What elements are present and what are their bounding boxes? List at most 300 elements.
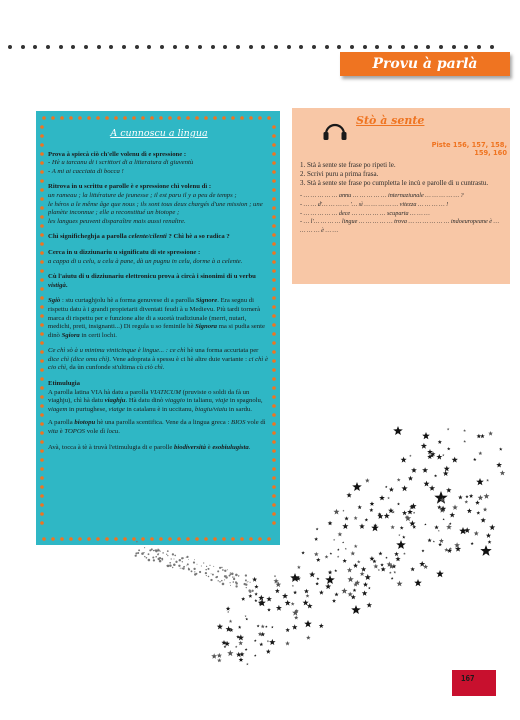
star-icon — [389, 571, 392, 574]
star-icon — [436, 570, 444, 577]
star-icon — [269, 639, 276, 645]
sparkle-dot — [233, 581, 235, 583]
sparkle-dot — [157, 553, 159, 555]
sparkle-dot — [201, 565, 202, 566]
star-icon — [422, 549, 425, 552]
sparkle-dot — [151, 548, 153, 550]
star-icon — [309, 571, 315, 577]
star-icon — [471, 542, 474, 545]
star-icon — [481, 518, 486, 523]
star-icon — [274, 575, 276, 577]
sparkle-dot — [188, 559, 189, 560]
sparkle-dot — [161, 558, 163, 560]
sparkle-dot — [248, 589, 251, 592]
star-icon — [396, 540, 406, 549]
final-task: Avà, tocca à tè à truvà l'etimulugia di e parolle biodiversità è esobiulugista. — [48, 443, 251, 451]
star-icon — [446, 488, 451, 493]
sparkle-dot — [160, 551, 161, 552]
star-icon — [449, 512, 455, 517]
star-icon — [333, 509, 339, 515]
star-icon — [488, 540, 492, 544]
star-icon — [419, 561, 425, 567]
star-icon — [303, 600, 309, 606]
star-icon — [499, 447, 503, 450]
star-icon — [351, 605, 361, 614]
star-icon — [476, 478, 484, 485]
sparkle-dot — [194, 571, 195, 572]
star-icon — [447, 428, 450, 431]
sparkle-dot — [182, 567, 184, 569]
sparkle-dot — [153, 550, 154, 551]
sparkle-dot — [182, 561, 183, 562]
star-icon — [351, 595, 356, 600]
star-icon — [347, 567, 352, 572]
star-icon — [304, 620, 312, 627]
star-icon — [291, 602, 295, 606]
star-icon — [245, 618, 248, 621]
star-icon — [464, 527, 470, 533]
sparkle-dot — [245, 579, 247, 581]
star-icon — [267, 640, 269, 642]
page-number: 167 — [461, 674, 475, 683]
sparkle-dot — [135, 552, 137, 554]
star-icon — [285, 628, 290, 632]
star-icon — [316, 577, 319, 580]
star-icon — [391, 577, 394, 580]
page-number-box — [452, 670, 496, 696]
star-icon — [211, 653, 217, 659]
sparkle-dot — [175, 561, 177, 563]
star-icon — [393, 426, 403, 435]
star-icon — [393, 571, 396, 574]
star-icon — [421, 443, 427, 449]
teal-box-heading: A cunnoscu a lingua — [110, 128, 208, 139]
star-icon — [444, 548, 448, 552]
sparkle-dot — [146, 557, 148, 559]
star-icon — [319, 623, 324, 628]
sparkle-dot — [206, 566, 207, 567]
note-biotopu: A parolla biotopu hè una parolla scentifica. Vene da a lingua greca : BIOS vole dì vita è TOPOS vole dì locu. — [48, 419, 266, 436]
star-icon — [401, 485, 407, 491]
sparkle-dot — [230, 585, 231, 586]
star-icon — [424, 523, 426, 525]
star-icon — [439, 538, 444, 543]
exercise-paragraph-3: Chì significheghja a parolla celente/cilenti ? Chì hè a so radica ? — [48, 233, 230, 241]
star-icon — [447, 447, 451, 450]
star-icon — [478, 451, 482, 455]
sparkle-dot — [169, 562, 171, 564]
star-icon — [408, 476, 413, 481]
star-icon — [412, 525, 416, 529]
star-icon — [369, 556, 374, 561]
sparkle-dot — [222, 583, 225, 586]
star-icon — [411, 467, 417, 472]
star-icon — [275, 588, 280, 593]
star-icon — [257, 625, 260, 628]
sparkle-dot — [137, 552, 139, 554]
star-icon — [266, 596, 272, 601]
star-icon — [217, 624, 223, 630]
star-icon — [400, 526, 404, 530]
star-icon — [357, 560, 361, 563]
star-icon — [444, 466, 450, 472]
sparkle-dot — [178, 565, 180, 567]
note-ce-chi: Ce chì sò à u minimu vinticinque è lingue... : ce chì hè una forma accurtata per dice chì (dice omu chì). Vene adoprata à spessu è ci hè altre duie variante : ci chì è cio chì, da ùn cunfonde st'ultima cù ciò chì. — [48, 347, 268, 372]
star-icon — [413, 512, 415, 514]
star-icon — [297, 565, 301, 569]
star-icon — [465, 495, 468, 498]
sparkle-dot — [188, 568, 190, 570]
star-icon — [343, 559, 347, 563]
star-icon — [414, 579, 422, 586]
sparkle-dot — [166, 565, 167, 566]
star-icon — [238, 626, 241, 629]
star-icon — [337, 556, 339, 558]
section-title-tab: Provu à parlà — [340, 52, 510, 76]
star-icon — [454, 542, 460, 548]
sparkle-dot — [244, 583, 246, 585]
star-icon — [292, 585, 294, 587]
star-icon — [369, 508, 373, 512]
star-icon — [405, 515, 412, 521]
star-icon — [443, 518, 445, 520]
sparkle-dot — [210, 579, 212, 581]
sparkle-dot — [197, 564, 198, 565]
sparkle-dot — [211, 573, 212, 574]
star-icon — [436, 454, 442, 460]
sparkle-dot — [193, 562, 195, 564]
sparkle-dot — [248, 581, 249, 582]
sparkle-dot — [173, 564, 176, 567]
star-icon — [422, 432, 430, 439]
sparkle-dot — [174, 559, 175, 560]
sparkle-dot — [206, 575, 207, 576]
star-icon — [446, 524, 452, 530]
star-icon — [474, 531, 479, 536]
star-icon — [489, 524, 495, 530]
star-icon — [285, 600, 291, 606]
star-icon — [316, 528, 319, 531]
sparkle-dot — [186, 557, 187, 558]
star-icon — [429, 485, 435, 491]
star-icon — [373, 564, 378, 569]
sparkle-dot — [195, 573, 197, 575]
sparkle-dot — [227, 569, 228, 570]
star-icon — [488, 431, 493, 436]
sparkle-dot — [235, 574, 238, 577]
star-icon — [293, 591, 297, 595]
star-icon — [238, 634, 244, 640]
star-icon — [294, 615, 298, 619]
etymology-section: Etimulugia A parolla latina VIA hà datu a parolla VIATICUM (pruviste o soldi da fà un viaghju), chì hà datu viaghju. Hà datu dinò viaggio in talianu, viaje in spagnolu, viagem in purtughese, viatge in catalanu è in uccitanu, biagiu/viaiu in sardu. — [48, 380, 263, 413]
sparkle-dot — [158, 549, 159, 550]
star-icon — [245, 615, 247, 617]
star-icon — [330, 552, 333, 554]
star-icon — [325, 575, 335, 584]
star-icon — [486, 533, 491, 538]
sparkle-dot — [216, 576, 218, 578]
star-icon — [442, 454, 445, 456]
sparkle-dot — [205, 569, 207, 571]
star-icon — [254, 639, 257, 642]
star-icon — [226, 606, 231, 610]
star-icon — [365, 518, 369, 521]
note-sgio: Sgiò : stu curtaghjolu hè a forma genuvese di a parolla Signore. Era segnu di rispettu datu à i grandi propietarii diventati feudi à u Medievu. Più tardi tornerà marca di rispettu per e funzione alte di a sucetà tradiziunale (merri, nutari, medichi, preti, insignanti...) Di regula u so feminile hè Signora ma si pudia sente dinò Sgiora in certi lochi. — [48, 297, 265, 339]
sparkle-dot — [230, 582, 231, 583]
star-icon — [246, 663, 249, 666]
star-icon — [325, 584, 331, 590]
star-icon — [353, 588, 357, 592]
star-icon — [478, 495, 484, 501]
sparkle-dot — [246, 587, 247, 588]
star-icon — [465, 500, 469, 504]
star-icon — [344, 516, 349, 520]
star-icon — [407, 509, 413, 514]
star-icon — [361, 567, 366, 572]
star-icon — [271, 626, 274, 628]
star-icon — [304, 589, 309, 594]
star-icon — [428, 538, 432, 542]
star-icon — [397, 581, 403, 587]
star-icon — [358, 505, 362, 509]
sparkle-dot — [235, 585, 237, 587]
sparkle-dot — [187, 563, 189, 565]
star-icon — [254, 654, 257, 656]
star-icon — [334, 592, 338, 596]
sparkle-dot — [136, 541, 138, 543]
star-icon — [342, 523, 348, 529]
sparkle-dot — [229, 575, 231, 577]
sparkle-dot — [213, 566, 214, 567]
star-icon — [347, 576, 353, 582]
sparkle-dot — [171, 558, 172, 559]
sparkle-dot — [225, 576, 227, 578]
sparkle-dot — [208, 568, 210, 570]
star-icon — [500, 470, 506, 475]
sparkle-dot — [251, 590, 253, 592]
sparkle-dot — [212, 574, 214, 576]
star-icon — [458, 495, 463, 500]
sparkle-dot — [179, 559, 181, 561]
sparkle-dot — [162, 552, 164, 554]
star-icon — [477, 434, 482, 439]
star-icon — [463, 429, 466, 432]
exercise-paragraph-1: Prova à spiecà ciò ch'elle volenu dì e spressione : - Hè u tarcanu di i scrittori di a litteratura di giuventù - A mi ai cacciata di bocca ! — [48, 150, 194, 175]
sparkle-dot — [247, 582, 248, 583]
star-icon — [389, 487, 394, 492]
star-icon — [390, 525, 395, 529]
star-icon — [338, 532, 343, 537]
star-icon — [473, 458, 477, 461]
star-icon — [266, 649, 271, 654]
fill-in-blanks: - … … … … … annu … … … … … internaziunale … … … … … ? - … … d'… … … … '… sì … … … … … vitezza … … … … ! - … … … … … dece … … … … … scuparta … … … - … l'… … … … lingue … … … … … trova … … … … … … indoeuropeane è … … … … è … … — [300, 192, 500, 235]
star-icon — [354, 544, 358, 548]
star-icon — [292, 624, 298, 629]
star-icon — [484, 493, 490, 499]
sparkle-dot — [224, 570, 226, 572]
star-icon — [352, 482, 362, 491]
star-icon — [276, 605, 282, 611]
star-icon — [282, 593, 288, 599]
sparkle-dot — [154, 549, 156, 551]
star-icon — [227, 611, 229, 613]
sparkle-dot — [148, 559, 151, 562]
sparkle-dot — [221, 567, 222, 568]
sparkle-dot — [186, 556, 188, 558]
star-icon — [359, 523, 365, 529]
star-icon — [254, 599, 257, 602]
star-icon — [402, 510, 407, 515]
star-icon — [447, 548, 452, 553]
sparkle-dot — [167, 550, 169, 552]
star-icon — [480, 545, 491, 556]
star-icon — [238, 641, 243, 646]
star-icon — [325, 555, 329, 559]
star-icon — [328, 521, 333, 526]
star-icon — [463, 440, 466, 443]
star-icon — [409, 520, 415, 526]
sparkle-dot — [152, 557, 154, 559]
star-icon — [475, 500, 480, 504]
sparkle-dot — [180, 568, 181, 569]
star-icon — [380, 563, 384, 566]
audio-tracks: Piste 156, 157, 158, 159, 160 — [431, 141, 507, 157]
star-icon — [354, 516, 358, 520]
star-icon — [385, 486, 388, 488]
sparkle-dot — [166, 554, 167, 555]
star-icon — [314, 537, 318, 541]
sparkle-dot — [222, 569, 224, 571]
star-icon — [261, 624, 265, 628]
sparkle-dot — [144, 556, 145, 557]
sparkle-dot — [158, 553, 159, 554]
sparkle-dot — [219, 581, 221, 583]
sparkle-dot — [218, 580, 219, 581]
star-icon — [360, 571, 365, 576]
star-icon — [397, 502, 400, 505]
sparkle-dot — [159, 560, 162, 563]
star-icon — [332, 599, 336, 603]
star-icon — [403, 552, 406, 555]
star-icon — [486, 479, 489, 482]
star-icon — [438, 440, 442, 444]
sparkle-dot — [148, 553, 150, 555]
star-icon — [367, 602, 373, 607]
star-icon — [245, 648, 248, 651]
star-icon — [221, 640, 226, 645]
sparkle-dot — [245, 574, 247, 576]
star-icon — [433, 540, 435, 542]
star-icon — [254, 592, 257, 595]
star-icon — [348, 592, 353, 597]
sparkle-dot — [155, 556, 157, 558]
sparkle-dot — [194, 559, 195, 560]
sparkle-dot — [172, 553, 174, 555]
star-icon — [342, 541, 344, 543]
star-icon — [345, 548, 347, 550]
star-icon — [410, 567, 415, 571]
star-icon — [379, 495, 385, 500]
sparkle-dot — [232, 576, 233, 577]
star-icon — [452, 457, 458, 463]
star-icon — [239, 657, 244, 662]
star-icon — [423, 564, 428, 569]
star-icon — [469, 494, 473, 498]
star-icon — [480, 434, 485, 438]
sparkle-dot — [209, 565, 210, 566]
sparkle-dot — [186, 565, 187, 566]
star-icon — [370, 501, 375, 506]
star-icon — [217, 653, 222, 658]
star-icon — [328, 570, 333, 574]
star-icon — [334, 569, 337, 572]
star-icon — [239, 652, 244, 657]
star-icon — [341, 588, 347, 594]
star-icon — [422, 467, 428, 473]
star-icon — [434, 525, 439, 529]
star-icon — [385, 557, 387, 559]
star-icon — [496, 462, 502, 467]
star-icon — [378, 551, 382, 555]
star-icon — [319, 590, 324, 595]
sparkle-dot — [135, 555, 137, 557]
star-icon — [254, 585, 258, 589]
star-icon — [401, 457, 407, 463]
star-icon — [259, 642, 263, 646]
sparkle-dot — [221, 580, 223, 582]
star-icon — [384, 513, 390, 519]
sparkle-dot — [144, 547, 145, 548]
star-icon — [350, 551, 355, 556]
sparkle-dot — [193, 568, 195, 570]
star-icon — [353, 563, 358, 568]
star-icon — [467, 508, 472, 513]
sparkle-dot — [234, 577, 235, 578]
sparkle-dot — [199, 571, 201, 573]
listening-instructions: 1. Stà à sente ste frase po ripeti le. 2. Scrivi puru a prima frasa. 3. Stà à sente ste frase po cumpletta le incù e parolle di u cuntrastu. - … … … … … annu … … … … … internaziunale … … … … … ? - … … d'… … … … '… sì … … … … … vitezza … … … … ! - … … … … … dece … … … … … scuparta … … … - … l'… … … … lingue … … … … … trova … … … … … … indoeuropeane è … … … … è … … — [300, 161, 505, 236]
star-icon — [443, 471, 449, 477]
sparkle-dot — [169, 564, 172, 567]
star-icon — [365, 574, 371, 580]
sparkle-dot — [219, 567, 221, 569]
sparkle-dot — [167, 555, 168, 556]
star-icon — [398, 534, 400, 536]
star-icon — [252, 577, 257, 582]
sparkle-dot — [191, 570, 193, 572]
star-icon — [267, 608, 271, 612]
sparkle-dot — [153, 559, 155, 561]
star-icon — [307, 603, 313, 608]
star-icon — [346, 492, 351, 497]
exercise-paragraph-2: Ritrova in u scrittu e parolle è e spressione chì volenu dì : un rameau ; la littérature de jeunesse ; il est paru il y a peu de temps ; le héros a le même âge que nous ; ils sont tous deux chargés d'une mission ; une planète inconnue ; elle a reconstitué un biotope ; les langues peuvent disparaître mais aussi renaître. — [48, 183, 263, 225]
sparkle-dot — [231, 573, 234, 576]
sparkle-dot — [205, 572, 207, 574]
star-icon — [342, 510, 344, 512]
star-icon — [363, 582, 368, 587]
sparkle-dot — [183, 558, 184, 559]
star-icon — [306, 635, 311, 639]
star-icon — [229, 619, 233, 622]
sparkle-dot — [238, 576, 239, 577]
star-icon — [438, 530, 440, 532]
sparkle-dot — [235, 582, 237, 584]
star-icon — [395, 556, 400, 561]
star-icon — [314, 552, 319, 557]
star-icon — [265, 625, 268, 627]
star-icon — [368, 587, 371, 590]
star-icon — [434, 474, 437, 477]
star-icon — [449, 522, 452, 525]
